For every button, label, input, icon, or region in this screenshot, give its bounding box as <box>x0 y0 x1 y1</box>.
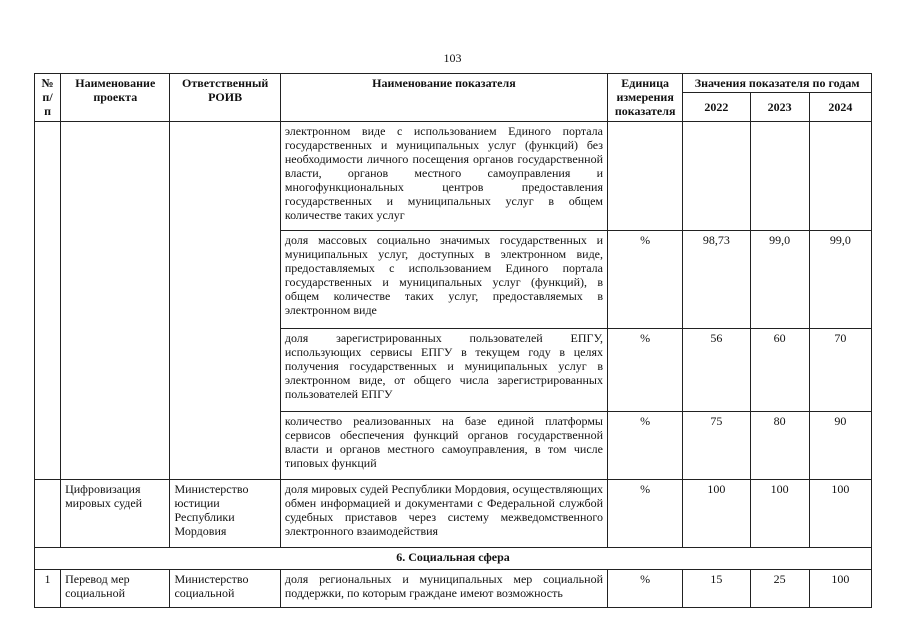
header-roiv: Ответственный РОИВ <box>170 74 280 122</box>
cell-value-2023 <box>750 122 809 231</box>
header-year-2022: 2022 <box>683 93 750 122</box>
cell-value-2024: 100 <box>809 570 871 608</box>
header-indicator: Наименование показателя <box>280 74 607 122</box>
cell-value-2023: 25 <box>750 570 809 608</box>
cell-indicator: доля региональных и муниципальных мер социальной поддержки, по которым граждане имеют возможность <box>280 570 607 608</box>
cell-value-2022: 75 <box>683 412 750 480</box>
cell-value-2023: 100 <box>750 480 809 548</box>
cell-project <box>61 122 170 480</box>
cell-project: Перевод мер социальной <box>61 570 170 608</box>
cell-num: 1 <box>35 570 61 608</box>
cell-project: Цифровизация мировых судей <box>61 480 170 548</box>
header-year-2023: 2023 <box>750 93 809 122</box>
cell-roiv: Министерство юстиции Республики Мордовия <box>170 480 280 548</box>
cell-value-2024: 100 <box>809 480 871 548</box>
table-row <box>35 570 872 608</box>
table-row <box>35 480 872 548</box>
section-row <box>35 548 872 570</box>
header-project: Наименование проекта <box>61 74 170 122</box>
cell-unit: % <box>608 570 683 608</box>
cell-indicator: доля зарегистрированных пользователей ЕПГУ, использующих сервисы ЕПГУ в текущем году в целях получения государственных и муниципальных услуг в электронном виде, от общего числа зарегистрированных пользователей ЕПГУ <box>280 329 607 412</box>
cell-indicator: количество реализованных на базе единой платформы сервисов обеспечения функций органов государственной власти и органов местного самоуправления, в том числе типовых функций <box>280 412 607 480</box>
cell-roiv <box>170 122 280 480</box>
cell-unit: % <box>608 329 683 412</box>
cell-unit: % <box>608 412 683 480</box>
cell-value-2022: 56 <box>683 329 750 412</box>
cell-indicator: доля массовых социально значимых государственных и муниципальных услуг, доступных в электронном виде, предоставляемых с использованием Единого портала государственных и муниципальных услуг (функций), в общем количестве таких услуг, предоставляемых в электронном виде <box>280 231 607 329</box>
cell-num <box>35 122 61 480</box>
header-num: № п/п <box>35 74 61 122</box>
indicators-table <box>34 73 872 608</box>
table-row <box>35 122 872 231</box>
cell-num <box>35 480 61 548</box>
cell-value-2022: 100 <box>683 480 750 548</box>
header-values-by-year: Значения показателя по годам <box>683 74 872 93</box>
cell-roiv: Министерство социальной <box>170 570 280 608</box>
cell-unit: % <box>608 231 683 329</box>
cell-value-2024: 70 <box>809 329 871 412</box>
page-number: 103 <box>443 51 462 65</box>
cell-value-2023: 99,0 <box>750 231 809 329</box>
cell-value-2022 <box>683 122 750 231</box>
cell-value-2023: 60 <box>750 329 809 412</box>
section-title: 6. Социальная сфера <box>35 548 872 570</box>
cell-indicator: электронном виде с использованием Единого портала государственных и муниципальных услуг (функций) без необходимости личного посещения органов государственной власти, органов местного самоуправления и многофункциональных центров предоставления государственных и муниципальных услуг в общем количестве таких услуг <box>280 122 607 231</box>
cell-value-2023: 80 <box>750 412 809 480</box>
header-year-2024: 2024 <box>809 93 871 122</box>
header-unit: Единица измерения показателя <box>608 74 683 122</box>
cell-value-2022: 98,73 <box>683 231 750 329</box>
cell-indicator: доля мировых судей Республики Мордовия, осуществляющих обмен информацией и документами с Федеральной службой судебных приставов через систему межведомственного электронного взаимодействия <box>280 480 607 548</box>
cell-value-2024 <box>809 122 871 231</box>
cell-unit: % <box>608 480 683 548</box>
cell-value-2022: 15 <box>683 570 750 608</box>
cell-value-2024: 90 <box>809 412 871 480</box>
cell-value-2024: 99,0 <box>809 231 871 329</box>
cell-unit <box>608 122 683 231</box>
